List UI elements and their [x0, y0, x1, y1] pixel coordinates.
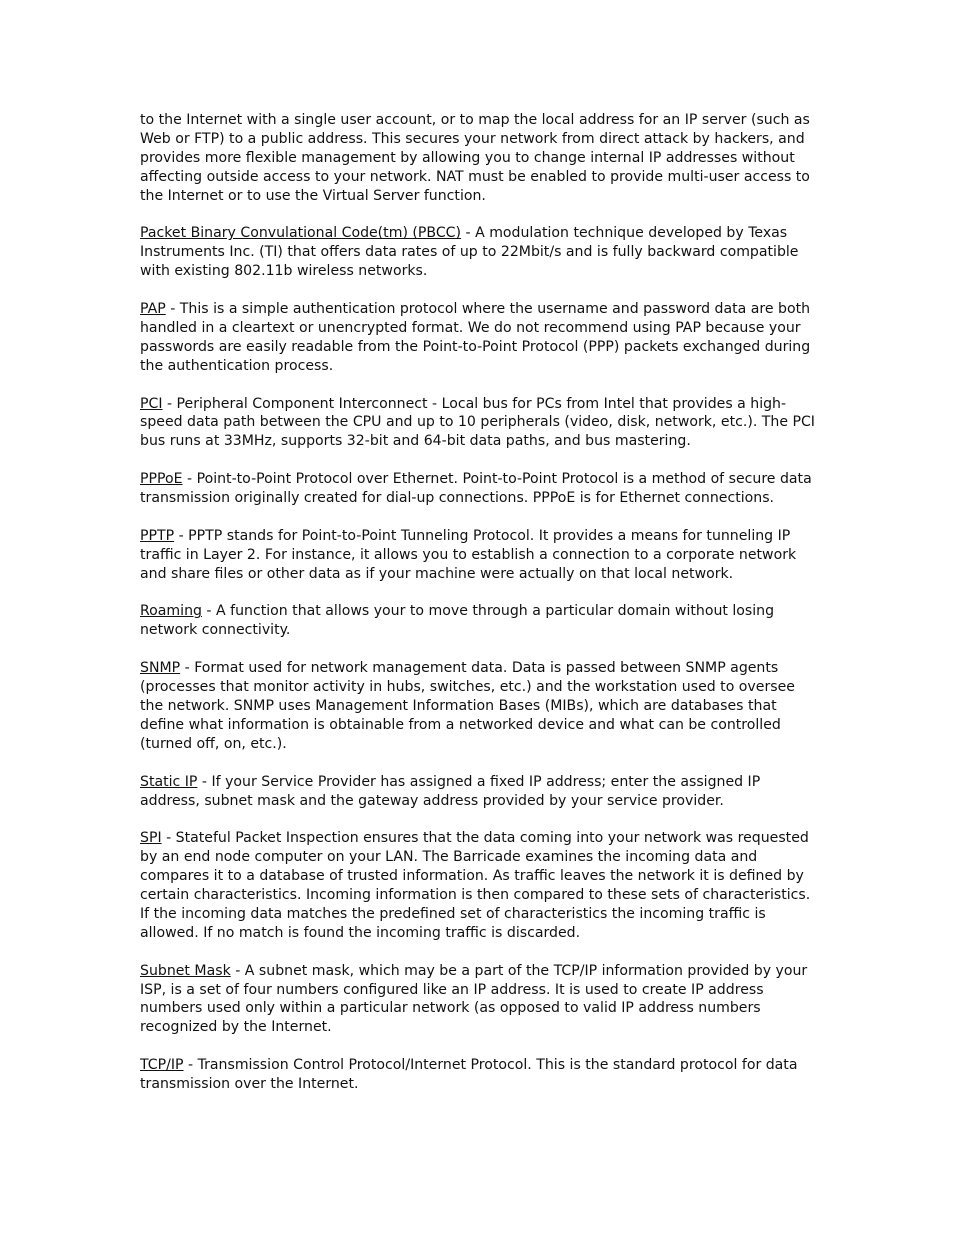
glossary-definition: - A subnet mask, which may be a part of the TCP/IP information provided by your ISP, is a set of four numbers configured like an IP address. It is used to create IP address numbers used only within a particular network (as opposed to valid IP address numbers recognized by the Internet.: [140, 962, 808, 1036]
glossary-definition: - Peripheral Component Interconnect - Local bus for PCs from Intel that provides a high-speed data path between the CPU and up to 10 peripherals (video, disk, network, etc.). The PCI bus runs at 33MHz, supports 32-bit and 64-bit data paths, and bus mastering.: [140, 395, 815, 450]
glossary-definition: - Format used for network management data. Data is passed between SNMP agents (processes that monitor activity in hubs, switches, etc.) and the workstation used to oversee the network. SNMP uses Management Information Bases (MIBs), which are databases that define what information is obtainable from a networked device and what can be controlled (turned off, on, etc.).: [140, 660, 795, 752]
glossary-term: PCI: [140, 395, 163, 412]
glossary-entry-snmp: [140, 659, 818, 754]
glossary-entry-pbcc: [140, 224, 818, 281]
glossary-entry-tcp-ip: [140, 1056, 818, 1094]
glossary-term: Subnet Mask: [140, 962, 231, 979]
glossary-entry-static-ip: [140, 773, 818, 811]
glossary-definition: - Point-to-Point Protocol over Ethernet. Point-to-Point Protocol is a method of secure data transmission originally created for dial-up connections. PPPoE is for Ethernet connections.: [140, 471, 812, 507]
glossary-term: PPPoE: [140, 471, 183, 488]
glossary-definition: - If your Service Provider has assigned a fixed IP address; enter the assigned IP address, subnet mask and the gateway address provided by your service provider.: [140, 773, 761, 809]
glossary-entry-subnet-mask: [140, 962, 818, 1038]
intro-paragraph: to the Internet with a single user account, or to map the local address for an IP server (such as Web or FTP) to a public address. This secures your network from direct attack by hackers, and provides more flexible management by allowing you to change internal IP addresses without affecting outside access to your network. NAT must be enabled to provide multi-user access to the Internet or to use the Virtual Server function.: [140, 112, 810, 204]
glossary-definition: - This is a simple authentication protocol where the username and password data are both handled in a cleartext or unencrypted format. We do not recommend using PAP because your passwords are easily readable from the Point-to-Point Protocol (PPP) packets exchanged during the authentication process.: [140, 301, 811, 374]
glossary-term: Packet Binary Convulational Code(tm) (PBCC): [140, 225, 462, 242]
glossary-entry-roaming: [140, 602, 818, 640]
glossary-term: PAP: [140, 301, 166, 318]
glossary-definition: - A modulation technique developed by Texas Instruments Inc. (TI) that offers data rates of up to 22Mbit/s and is fully backward compatible with existing 802.11b wireless networks.: [140, 225, 799, 280]
glossary-definition: - Transmission Control Protocol/Internet Protocol. This is the standard protocol for data transmission over the Internet.: [140, 1057, 798, 1093]
glossary-entry-pppoe: [140, 470, 818, 508]
glossary-entry-pptp: [140, 527, 818, 584]
glossary-definition: - A function that allows your to move through a particular domain without losing network connectivity.: [140, 603, 775, 639]
glossary-term: Roaming: [140, 603, 202, 620]
glossary-term: SPI: [140, 830, 162, 847]
glossary-entry-pap: [140, 300, 818, 376]
glossary-entry-spi: [140, 829, 818, 942]
glossary-term: Static IP: [140, 773, 198, 790]
glossary-term: PPTP: [140, 527, 175, 544]
glossary-definition: - Stateful Packet Inspection ensures that the data coming into your network was requested by an end node computer on your LAN. The Barricade examines the incoming data and compares it to a database of trusted information. As traffic leaves the network it is defined by certain characteristics. Incoming information is then compared to these sets of characteristics. If the incoming data matches the predefined set of characteristics the incoming traffic is allowed. If no match is found the incoming traffic is discarded.: [140, 830, 811, 941]
glossary-page: [140, 111, 818, 1113]
glossary-term: SNMP: [140, 660, 181, 677]
glossary-definition: - PPTP stands for Point-to-Point Tunneling Protocol. It provides a means for tunneling IP traffic in Layer 2. For instance, it allows you to establish a connection to a corporate network and share files or other data as if your machine were actually on that local network.: [140, 527, 797, 582]
glossary-entry-pci: [140, 395, 818, 452]
glossary-term: TCP/IP: [140, 1057, 184, 1074]
